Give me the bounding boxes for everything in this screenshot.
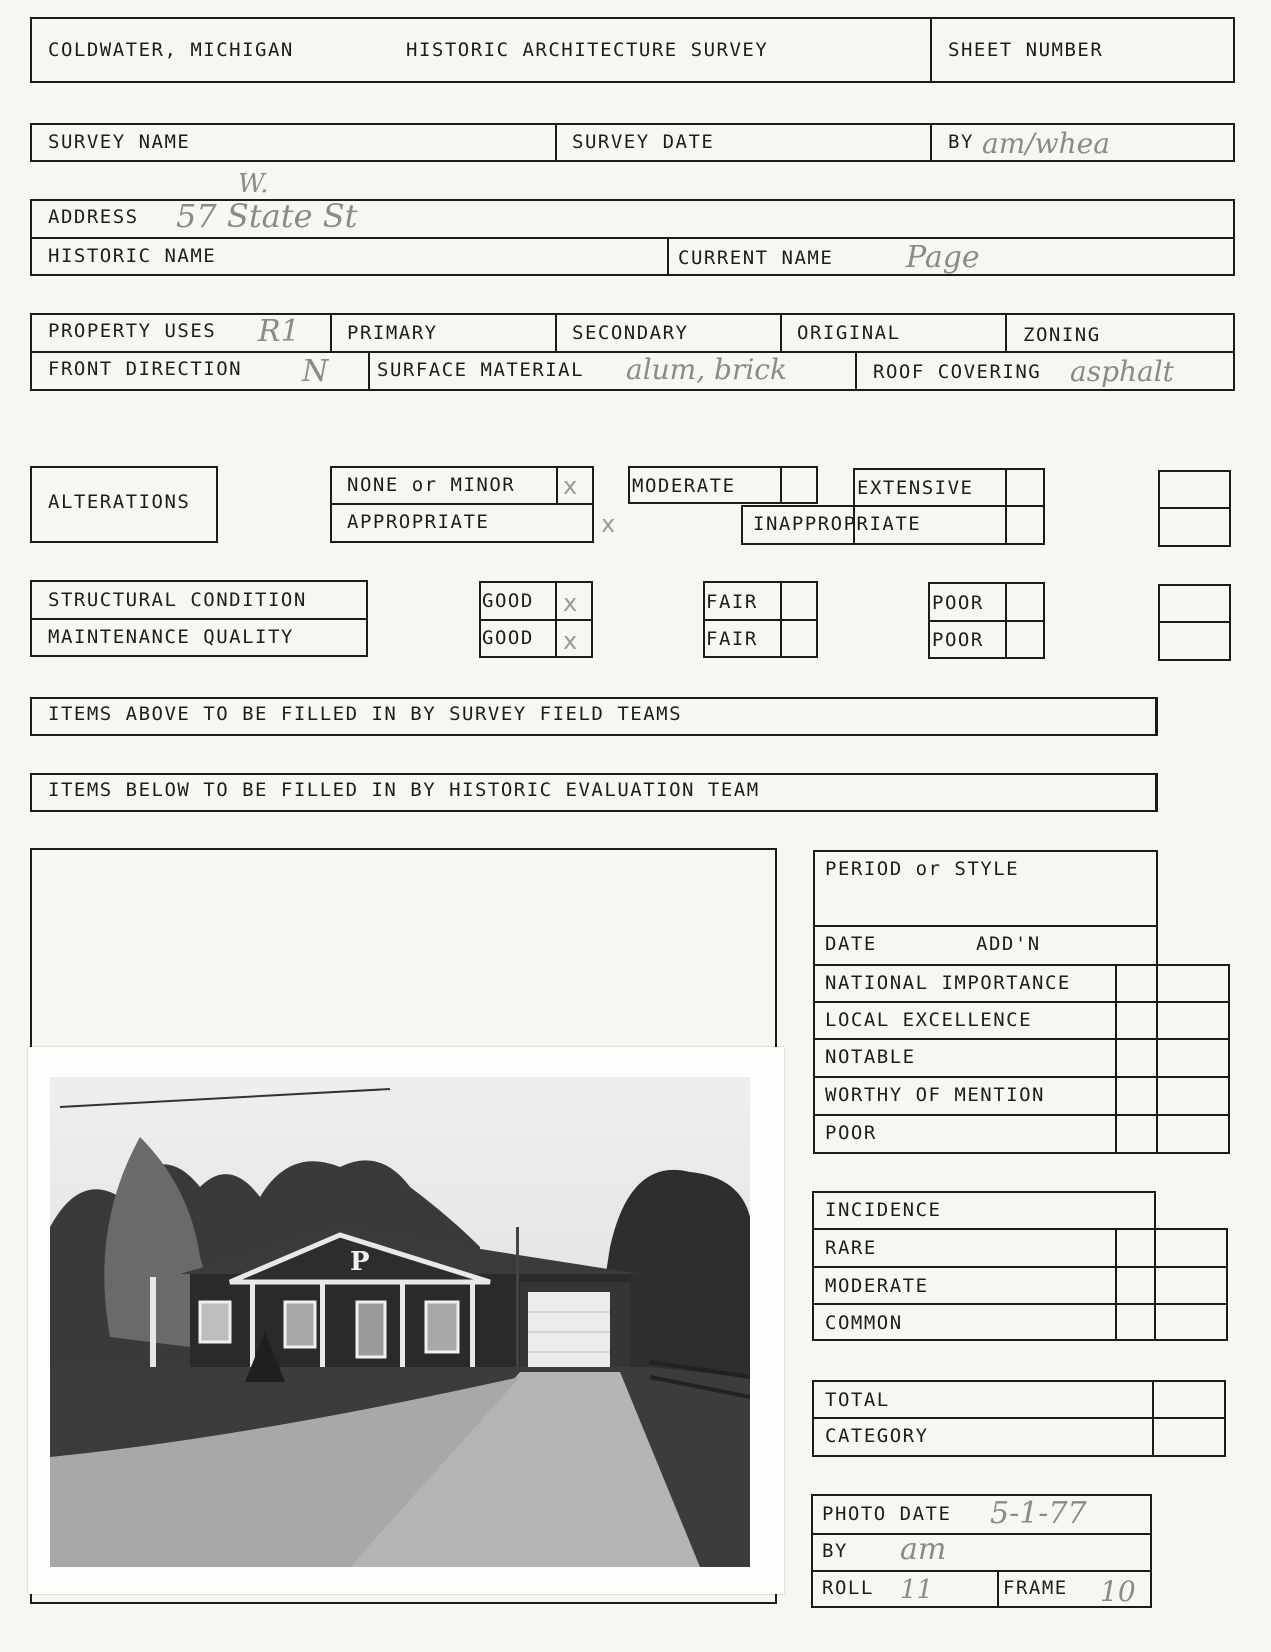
city-label: COLDWATER, MICHIGAN <box>48 39 294 61</box>
notable-label: NOTABLE <box>825 1046 916 1068</box>
alt-none-minor-mark: x <box>563 472 578 500</box>
incidence-rare-label: RARE <box>825 1237 877 1259</box>
maintenance-quality-label: MAINTENANCE QUALITY <box>48 626 294 648</box>
structural-good-mark: x <box>563 589 578 617</box>
roof-covering-label: ROOF COVERING <box>873 361 1042 383</box>
property-uses-label: PROPERTY USES <box>48 320 217 342</box>
structural-fair-label: FAIR <box>706 591 758 613</box>
current-name-value: Page <box>906 240 980 275</box>
primary-label: PRIMARY <box>347 322 438 344</box>
original-label: ORIGINAL <box>797 322 901 344</box>
incidence-common-label: COMMON <box>825 1312 903 1334</box>
photo-date-value: 5-1-77 <box>990 1496 1087 1531</box>
address-prefix: W. <box>238 169 269 199</box>
incidence-moderate-label: MODERATE <box>825 1275 929 1297</box>
photo-by-value: am <box>900 1532 947 1567</box>
photo-by-label: BY <box>822 1540 848 1562</box>
house-photograph <box>28 1047 784 1594</box>
eval-poor-label: POOR <box>825 1122 877 1144</box>
alt-none-minor-label: NONE or MINOR <box>347 474 516 496</box>
roll-label: ROLL <box>822 1577 874 1599</box>
alt-inappropriate-label: INAPPROPRIATE <box>753 513 922 535</box>
local-excellence-label: LOCAL EXCELLENCE <box>825 1009 1033 1031</box>
period-style-label: PERIOD or STYLE <box>825 858 1020 880</box>
alt-moderate-label: MODERATE <box>632 475 736 497</box>
survey-title: HISTORIC ARCHITECTURE SURVEY <box>406 39 769 61</box>
surface-material-label: SURFACE MATERIAL <box>377 359 585 381</box>
front-direction-label: FRONT DIRECTION <box>48 358 243 380</box>
frame-label: FRAME <box>1003 1577 1068 1599</box>
category-label: CATEGORY <box>825 1425 929 1447</box>
survey-by-label: BY <box>948 131 974 153</box>
note-below: ITEMS BELOW TO BE FILLED IN BY HISTORIC EVALUATION TEAM <box>48 779 760 801</box>
historic-name-label: HISTORIC NAME <box>48 245 217 267</box>
structural-condition-label: STRUCTURAL CONDITION <box>48 589 307 611</box>
address-value: 57 State St <box>176 197 358 235</box>
maintenance-fair-label: FAIR <box>706 628 758 650</box>
zoning-label: ZONING <box>1023 324 1101 346</box>
current-name-label: CURRENT NAME <box>678 247 834 269</box>
maintenance-good-mark: x <box>563 627 578 655</box>
maintenance-poor-label: POOR <box>932 629 984 651</box>
house-letter: P <box>350 1247 370 1277</box>
alterations-label: ALTERATIONS <box>48 491 191 513</box>
property-uses-value: R1 <box>258 314 300 349</box>
eval-addn-label: ADD'N <box>976 933 1041 955</box>
roll-value: 11 <box>900 1575 934 1605</box>
front-direction-value: N <box>302 354 329 389</box>
structural-poor-label: POOR <box>932 592 984 614</box>
surface-material-value: alum, brick <box>626 353 787 386</box>
note-above: ITEMS ABOVE TO BE FILLED IN BY SURVEY FIELD TEAMS <box>48 703 683 725</box>
alt-extensive-label: EXTENSIVE <box>857 477 974 499</box>
worthy-mention-label: WORTHY OF MENTION <box>825 1084 1045 1106</box>
survey-date-label: SURVEY DATE <box>572 131 715 153</box>
house-photo-image <box>50 1077 750 1567</box>
secondary-label: SECONDARY <box>572 322 689 344</box>
alt-appropriate-mark: x <box>601 510 616 538</box>
national-importance-label: NATIONAL IMPORTANCE <box>825 972 1071 994</box>
address-label: ADDRESS <box>48 206 139 228</box>
structural-good-label: GOOD <box>482 590 534 612</box>
eval-date-label: DATE <box>825 933 877 955</box>
frame-value: 10 <box>1100 1575 1136 1608</box>
roof-covering-value: asphalt <box>1070 355 1174 388</box>
sheet-number-label: SHEET NUMBER <box>948 39 1104 61</box>
survey-by-value: am/whea <box>982 127 1110 160</box>
maintenance-good-label: GOOD <box>482 627 534 649</box>
incidence-label: INCIDENCE <box>825 1199 942 1221</box>
survey-name-label: SURVEY NAME <box>48 131 191 153</box>
photo-date-label: PHOTO DATE <box>822 1503 952 1525</box>
alt-appropriate-label: APPROPRIATE <box>347 511 490 533</box>
total-label: TOTAL <box>825 1389 890 1411</box>
